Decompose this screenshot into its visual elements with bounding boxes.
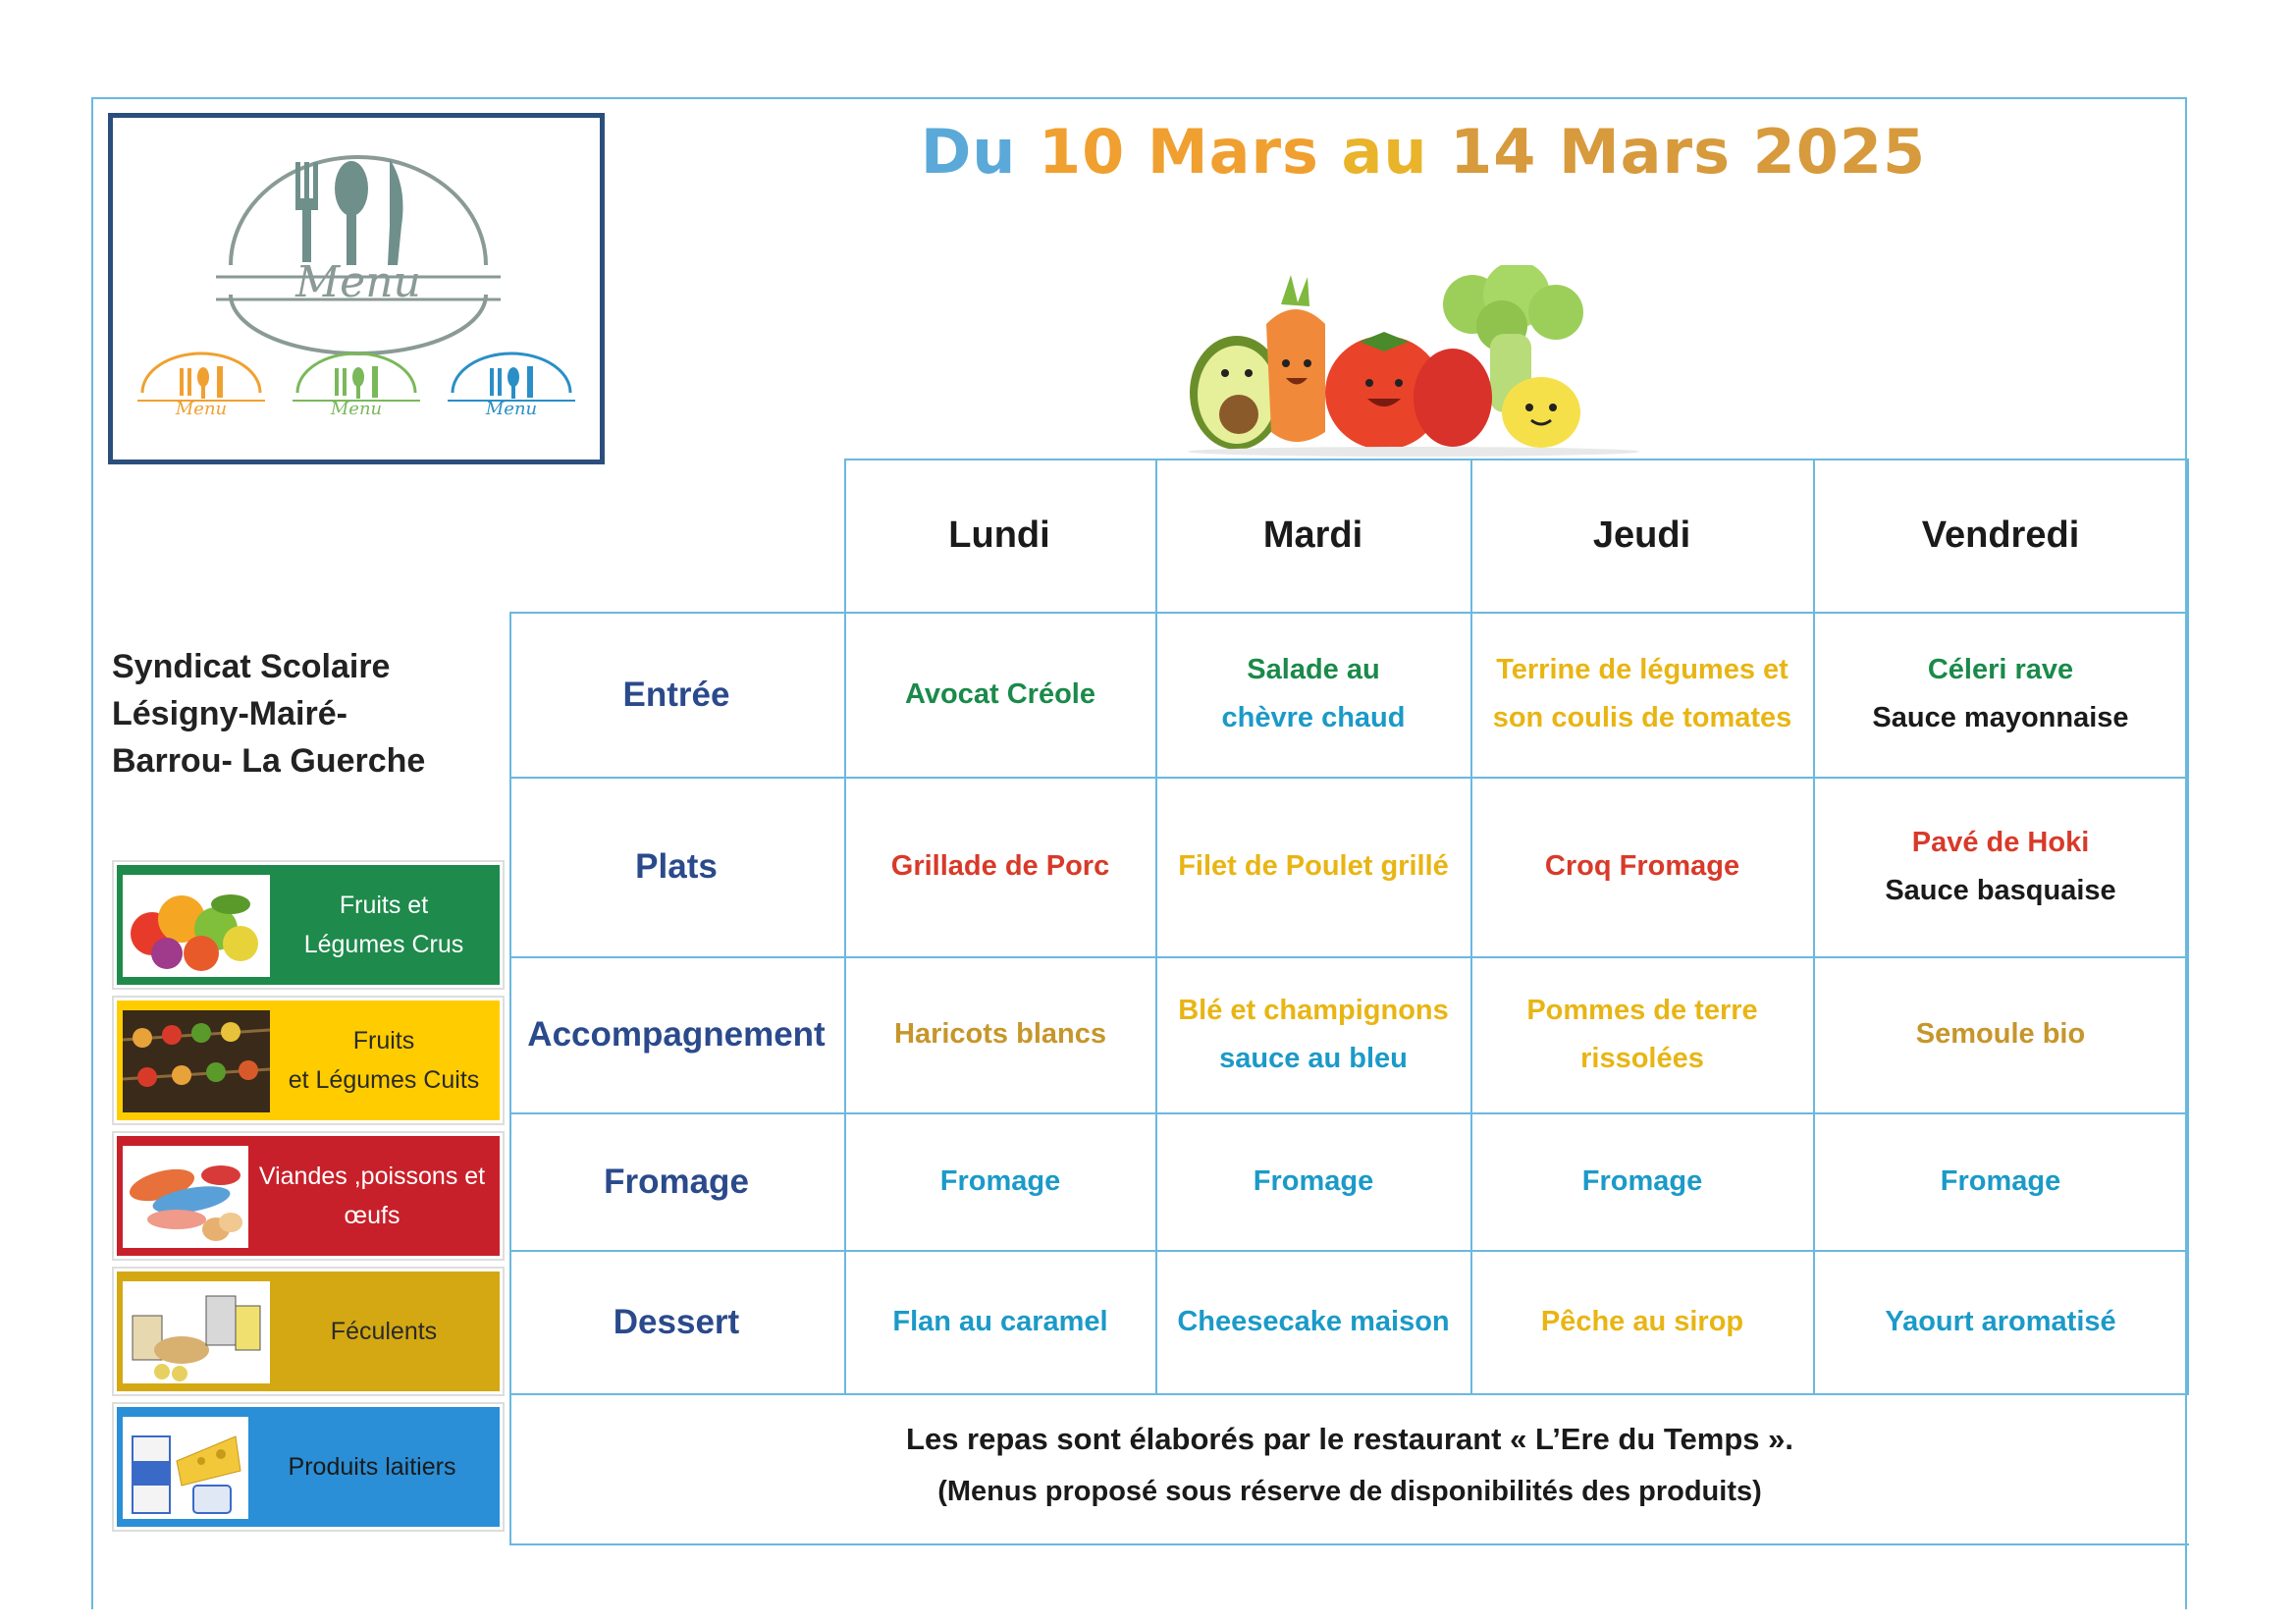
legend-raw-fruits-vegetables: [114, 862, 503, 988]
menu-cell: [1815, 1251, 2186, 1392]
organization-name: [112, 643, 505, 784]
menu-logo: [108, 113, 605, 464]
menu-dish-line: Croq Fromage: [1544, 850, 1740, 882]
grid-line: [509, 1393, 2189, 1395]
legend-label: œufs: [344, 1202, 400, 1229]
course-label-plats: Plats: [635, 847, 718, 886]
day-header-jeudi: Jeudi: [1592, 514, 1691, 556]
course-label-accompagnement: Accompagnement: [527, 1015, 826, 1054]
raw-fruits-vegetables-icon: [123, 875, 270, 977]
legend-label: Produits laitiers: [288, 1453, 456, 1481]
organization-line: Lésigny-Mairé-: [112, 695, 347, 732]
menu-dish-line: Haricots blancs: [894, 1018, 1106, 1050]
course-label-dessert: Dessert: [613, 1302, 740, 1341]
menu-dish-line: son coulis de tomates: [1492, 702, 1792, 733]
logo-small-text: Menu: [330, 399, 383, 419]
legend-label: Légumes Crus: [303, 931, 464, 958]
page-title: [883, 116, 1963, 188]
menu-dish-line: Pommes de terre: [1526, 994, 1758, 1026]
menu-cell: [1815, 613, 2186, 776]
menu-dish-line: chèvre chaud: [1221, 702, 1406, 733]
menu-dish-line: sauce au bleu: [1219, 1042, 1408, 1074]
menu-dish-line: Fromage: [1253, 1164, 1374, 1197]
legend-label: Fruits et: [339, 892, 429, 919]
menu-cell: [1157, 957, 1469, 1111]
menu-cell: [1472, 1251, 1812, 1392]
menu-dish-line: Fromage: [1581, 1164, 1703, 1197]
title-au: au: [1341, 116, 1428, 188]
title-end-date: 14 Mars 2025: [1450, 116, 1927, 188]
legend-cooked-vegetables: [114, 998, 503, 1123]
menu-cell: [846, 778, 1154, 955]
menu-dish-line: Yaourt aromatisé: [1885, 1305, 2116, 1337]
menu-dish-line: Filet de Poulet grillé: [1178, 850, 1449, 882]
day-header-mardi: Mardi: [1262, 514, 1363, 556]
logo-small-text: Menu: [485, 399, 538, 419]
cooked-vegetables-icon: [123, 1010, 270, 1112]
menu-cell: [846, 1251, 1154, 1392]
menu-dish-line: Céleri rave: [1927, 654, 2074, 685]
menu-cell: [1157, 778, 1469, 955]
cutlery-menu-icon: [113, 118, 600, 460]
menu-dish-line: Pavé de Hoki: [1911, 826, 2090, 858]
legend-label: Viandes ,poissons et: [258, 1163, 486, 1190]
menu-dish-line: Salade au: [1247, 654, 1380, 685]
menu-cell: [1472, 613, 1812, 776]
course-label-entree: Entrée: [622, 675, 730, 714]
meat-fish-eggs-icon: [123, 1146, 248, 1248]
menu-dish-line: Pêche au sirop: [1540, 1305, 1744, 1337]
grid-line: [2187, 459, 2189, 1393]
menu-cell: [1472, 778, 1812, 955]
menu-cell: [1472, 1113, 1812, 1249]
menu-dish-line: Semoule bio: [1915, 1018, 2086, 1050]
menu-cell: [1815, 1113, 2186, 1249]
legend-starches: [114, 1269, 503, 1394]
menu-dish-line: rissolées: [1580, 1042, 1704, 1074]
menu-cell: [846, 1113, 1154, 1249]
footer-restaurant-note: Les repas sont élaborés par le restaurant « L’Ere du Temps ».: [906, 1422, 1793, 1456]
menu-dish-line: Grillade de Porc: [890, 850, 1110, 882]
menu-cell: [1815, 778, 2186, 955]
menu-cell: [1157, 1251, 1469, 1392]
pepper-icon: [1414, 349, 1492, 447]
legend-dairy: [114, 1404, 503, 1530]
menu-cell: [846, 957, 1154, 1111]
day-header-lundi: Lundi: [948, 514, 1050, 556]
grid-line: [509, 1543, 2189, 1545]
menu-dish-line: Cheesecake maison: [1177, 1305, 1450, 1337]
legend-label: Fruits: [352, 1027, 415, 1055]
organization-line: Barrou- La Guerche: [112, 742, 426, 780]
menu-dish-line: Fromage: [939, 1164, 1061, 1197]
menu-dish-line: Terrine de légumes et: [1496, 654, 1789, 685]
logo-menu-text: Menu: [295, 257, 421, 307]
day-header-vendredi: Vendredi: [1921, 514, 2080, 556]
lemon-icon: [1502, 377, 1580, 448]
legend-label: et Légumes Cuits: [288, 1066, 480, 1094]
title-du: Du: [920, 116, 1017, 188]
menu-dish-line: Flan au caramel: [892, 1305, 1108, 1337]
title-start-date: 10 Mars: [1039, 116, 1319, 188]
menu-cell: [846, 613, 1154, 776]
menu-cell: [1157, 1113, 1469, 1249]
dairy-icon: [123, 1417, 248, 1519]
starches-icon: [123, 1281, 270, 1383]
menu-dish-line: Fromage: [1940, 1164, 2061, 1197]
menu-cell: [1472, 957, 1812, 1111]
happy-vegetables-illustration: [1178, 265, 1649, 457]
menu-dish-line: Sauce basquaise: [1885, 874, 2116, 906]
menu-cell: [1157, 613, 1469, 776]
menu-dish-line: Sauce mayonnaise: [1872, 702, 2129, 733]
footer-disclaimer: (Menus proposé sous réserve de disponibilités des produits): [937, 1476, 1762, 1507]
legend-meat-fish-eggs: [114, 1133, 503, 1259]
menu-cell: [1815, 957, 2186, 1111]
logo-small-text: Menu: [175, 399, 228, 419]
menu-dish-line: Avocat Créole: [905, 677, 1095, 710]
menu-dish-line: Blé et champignons: [1178, 994, 1449, 1026]
organization-line: Syndicat Scolaire: [112, 648, 391, 685]
course-label-fromage: Fromage: [604, 1162, 749, 1201]
legend-label: Féculents: [330, 1318, 438, 1345]
carrot-icon: [1266, 275, 1325, 442]
